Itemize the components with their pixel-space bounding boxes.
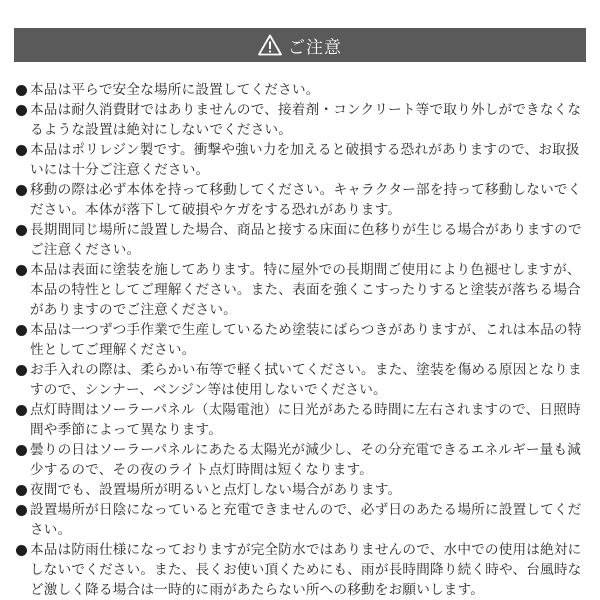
bullet-icon (16, 365, 27, 376)
notice-item-paint-fading (16, 260, 592, 320)
notice-text: 設置場所が日陰になっていると充電できませんので、必ず日のあたる場所に設置してください。 (30, 502, 582, 538)
notice-text: 本品は一つずつ手作業で生産しているため塗装にばらつきがありますが、これは本品の特性としてご理解ください。 (30, 322, 582, 358)
notice-item-moving (16, 180, 592, 220)
notice-item-rainproof (16, 540, 592, 600)
notice-text: 本品は表面に塗装を施してあります。特に屋外での長期間ご使用により色褪せしますが、本品の特性としてご理解ください。また、表面を強くこすったりすると塗装が落ちる場合がありますのでご注意ください。 (30, 262, 581, 318)
notice-text: 曇りの日はソーラーパネルにあたる太陽光が減少し、その分充電できるエネルギー量も減少するので、その夜のライト点灯時間は短くなります。 (30, 442, 582, 478)
notice-text: 本品は平らで安全な場所に設置してください。 (30, 82, 320, 98)
notice-list (16, 80, 592, 600)
notice-text: 長期間同じ場所に設置した場合、商品と接する床面に色移りが生じる場合がありますのでご注意ください。 (30, 222, 582, 258)
bullet-icon (16, 505, 27, 516)
notice-item-cloudy-days (16, 440, 592, 480)
notice-item-night-brightness (16, 480, 592, 500)
notice-item-lighting-time (16, 400, 592, 440)
bullet-icon (16, 325, 27, 336)
bullet-icon (16, 145, 27, 156)
notice-header-content (258, 33, 342, 58)
bullet-icon (16, 265, 27, 276)
bullet-icon (16, 445, 27, 456)
notice-item-shade (16, 500, 592, 540)
notice-title: ご注意 (288, 37, 342, 58)
notice-item-no-adhesive (16, 100, 592, 140)
notice-text: お手入れの際は、柔らかい布等で軽く拭いてください。また、塗装を傷める原因となりますので、シンナー、ベンジン等は使用しないでください。 (30, 362, 582, 398)
bullet-icon (16, 405, 27, 416)
bullet-icon (16, 105, 27, 116)
bullet-icon (16, 225, 27, 236)
bullet-icon (16, 85, 27, 96)
bullet-icon (16, 485, 27, 496)
bullet-icon (16, 545, 27, 556)
notice-text: 移動の際は必ず本体を持って移動してください。キャラクター部を持って移動しないでください。本体が落下して破損やケガをする恐れがあります。 (30, 182, 582, 218)
notice-text: 本品は耐久消費財ではありませんので、接着剤・コンクリート等で取り外しができなくなるような設置は絶対にしないでください。 (30, 102, 582, 138)
notice-item-cleaning (16, 360, 592, 400)
notice-item-flat-placement (16, 80, 592, 100)
notice-text: 本品は防雨仕様になっておりますが完全防水ではありませんので、水中での使用は絶対にしないでください。また、長くお使い頂くためにも、雨が長時間降り続く時や、台風時など激しく降る場合は一時的に雨があたらない所への移動をお願いします。 (30, 542, 582, 598)
notice-text: 点灯時間はソーラーパネル（太陽電池）に日光があたる時間に左右されますので、日照時間や季節によって異なります。 (30, 402, 581, 438)
notice-header (14, 28, 586, 62)
notice-text: 本品はポリレジン製です。衝撃や強い力を加えると破損する恐れがありますので、お取扱いには十分ご注意ください。 (30, 142, 580, 178)
warning-triangle-icon (258, 34, 282, 56)
notice-text: 夜間でも、設置場所が明るいと点灯しない場合があります。 (30, 482, 402, 498)
bullet-icon (16, 185, 27, 196)
notice-item-polyresin (16, 140, 592, 180)
notice-item-handmade (16, 320, 592, 360)
notice-item-color-transfer (16, 220, 592, 260)
